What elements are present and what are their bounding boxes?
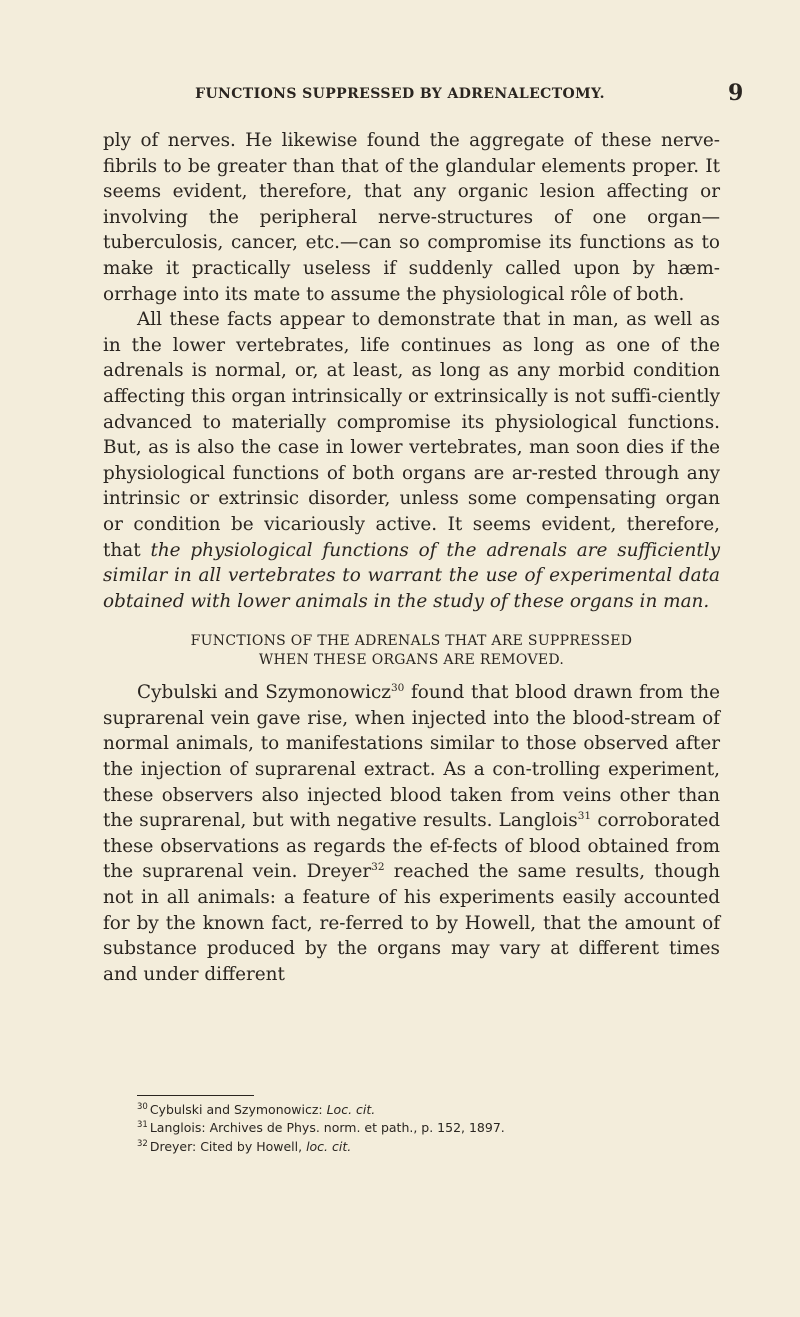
paragraph-3-seg-1: Cybulski and Szymonowicz: [137, 682, 391, 704]
footnote-ref-31: 31: [577, 810, 592, 823]
footnote-30: [137, 1101, 717, 1119]
paragraph-3-seg-4: reached the same results, though not in all animals: a feature of his experiments easily accounted for by the known fact, re-ferred to by Howell, that the amount of substance produced by the organs may vary at different times and under different: [103, 861, 720, 985]
paragraph-3-seg-2: found that blood drawn from the suprarenal vein gave rise, when injected into the blood-stream of normal animals, to manifestations similar to those observed after the injection of suprarenal extract. As a con-trolling experiment, these observers also injected blood taken from veins other than the suprarenal, but with negative results. Langlois: [103, 682, 720, 832]
section-heading-line-1: FUNCTIONS OF THE ADRENALS THAT ARE SUPPRESSED: [190, 633, 633, 650]
running-head: FUNCTIONS SUPPRESSED BY ADRENALECTOMY.: [195, 86, 605, 102]
footnote-number: 31: [137, 1120, 148, 1131]
footnote-rule: [137, 1095, 254, 1096]
footnote-32: [137, 1138, 717, 1156]
page-number: 9: [728, 80, 744, 106]
footnote-text: Langlois: Archives de Phys. norm. et path., p. 152, 1897.: [149, 1120, 505, 1136]
footnote-31: [137, 1119, 717, 1137]
footnote-number: 32: [137, 1138, 148, 1149]
paragraph-3-seg-3: corroborated these observations as regards the ef-fects of blood obtained from the suprarenal vein. Dreyer: [103, 810, 720, 883]
footnotes: [137, 1101, 717, 1156]
section-heading-line-2: WHEN THESE ORGANS ARE REMOVED.: [258, 652, 565, 669]
paragraph-2: [103, 307, 720, 614]
paragraph-1: ply of nerves. He likewise found the aggregate of these nerve-fibrils to be greater than that of the glandular elements proper. It seems evident, therefore, that any organic lesion affecting or involving the peripheral nerve-structures of one organ— tuberculosis, cancer, etc.—can so compromise its functions as to make it practically useless if suddenly called upon by hæm-orrhage into its mate to assume the physiological rôle of both.: [103, 130, 720, 305]
section-heading: [103, 632, 720, 670]
footnote-italic: Loc. cit.: [326, 1102, 376, 1117]
footnote-ref-30: 30: [390, 682, 405, 695]
paragraph-2-italic: the physiological functions of the adrenals are sufficiently similar in all vertebrates to warrant the use of experimental data obtained with lower animals in the study of these organs in man.: [103, 539, 720, 612]
footnote-text: Cybulski and Szymonowicz:: [149, 1102, 327, 1117]
body-text: [103, 128, 720, 987]
footnote-text: Dreyer: Cited by Howell,: [149, 1138, 307, 1154]
footnote-ref-32: 32: [371, 861, 385, 874]
paragraph-3: [103, 680, 720, 987]
footnote-number: 30: [137, 1102, 148, 1112]
footnote-italic: loc. cit.: [306, 1138, 352, 1154]
paragraph-2-text: All these facts appear to demonstrate that in man, as well as in the lower vertebrates, life continues as long as one of the adrenals is normal, or, at least, as long as any morbid condition affecting this organ intrinsically or extrinsically is not suffi-ciently advanced to materially compromise its physiological functions. But, as is also the case in lower vertebrates, man soon dies if the physiological functions of both organs are ar-rested through any intrinsic or extrinsic disorder, unless some compensating organ or condition be vicariously active. It seems evident, therefore, that: [103, 309, 720, 561]
